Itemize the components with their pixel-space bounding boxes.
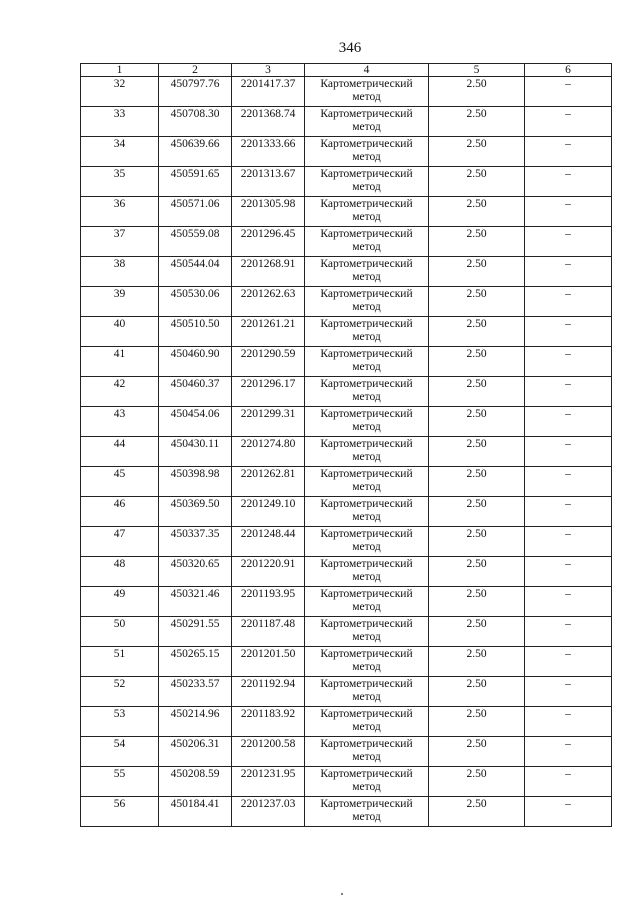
method-cell: Картометрический метод xyxy=(305,257,429,287)
precision-cell: 2.50 xyxy=(429,377,525,407)
point-number-cell: 37 xyxy=(81,227,159,257)
description-cell: – xyxy=(525,497,612,527)
table-row xyxy=(81,707,612,737)
description-cell: – xyxy=(525,467,612,497)
table-row xyxy=(81,137,612,167)
x-coordinate-cell: 450208.59 xyxy=(159,767,232,797)
point-number-cell: 36 xyxy=(81,197,159,227)
method-cell: Картометрический метод xyxy=(305,587,429,617)
description-cell: – xyxy=(525,77,612,107)
column-header: 5 xyxy=(429,64,525,77)
description-cell: – xyxy=(525,557,612,587)
y-coordinate-cell: 2201313.67 xyxy=(232,167,305,197)
description-cell: – xyxy=(525,137,612,167)
x-coordinate-cell: 450321.46 xyxy=(159,587,232,617)
description-cell: – xyxy=(525,617,612,647)
point-number-cell: 47 xyxy=(81,527,159,557)
y-coordinate-cell: 2201290.59 xyxy=(232,347,305,377)
precision-cell: 2.50 xyxy=(429,737,525,767)
y-coordinate-cell: 2201249.10 xyxy=(232,497,305,527)
point-number-cell: 43 xyxy=(81,407,159,437)
point-number-cell: 33 xyxy=(81,107,159,137)
table-row xyxy=(81,617,612,647)
point-number-cell: 39 xyxy=(81,287,159,317)
y-coordinate-cell: 2201368.74 xyxy=(232,107,305,137)
precision-cell: 2.50 xyxy=(429,467,525,497)
table-row xyxy=(81,587,612,617)
method-cell: Картометрический метод xyxy=(305,437,429,467)
method-cell: Картометрический метод xyxy=(305,767,429,797)
description-cell: – xyxy=(525,707,612,737)
description-cell: – xyxy=(525,767,612,797)
y-coordinate-cell: 2201193.95 xyxy=(232,587,305,617)
description-cell: – xyxy=(525,737,612,767)
table-row xyxy=(81,647,612,677)
point-number-cell: 38 xyxy=(81,257,159,287)
description-cell: – xyxy=(525,287,612,317)
description-cell: – xyxy=(525,377,612,407)
y-coordinate-cell: 2201261.21 xyxy=(232,317,305,347)
description-cell: – xyxy=(525,347,612,377)
table-row xyxy=(81,317,612,347)
method-cell: Картометрический метод xyxy=(305,347,429,377)
x-coordinate-cell: 450454.06 xyxy=(159,407,232,437)
x-coordinate-cell: 450591.65 xyxy=(159,167,232,197)
description-cell: – xyxy=(525,407,612,437)
y-coordinate-cell: 2201274.80 xyxy=(232,437,305,467)
table-row xyxy=(81,407,612,437)
x-coordinate-cell: 450544.04 xyxy=(159,257,232,287)
point-number-cell: 56 xyxy=(81,797,159,827)
column-header: 6 xyxy=(525,64,612,77)
description-cell: – xyxy=(525,227,612,257)
table-row xyxy=(81,767,612,797)
precision-cell: 2.50 xyxy=(429,677,525,707)
table-row xyxy=(81,797,612,827)
point-number-cell: 49 xyxy=(81,587,159,617)
method-cell: Картометрический метод xyxy=(305,467,429,497)
x-coordinate-cell: 450430.11 xyxy=(159,437,232,467)
point-number-cell: 41 xyxy=(81,347,159,377)
precision-cell: 2.50 xyxy=(429,197,525,227)
table-body xyxy=(81,77,612,827)
point-number-cell: 46 xyxy=(81,497,159,527)
y-coordinate-cell: 2201268.91 xyxy=(232,257,305,287)
description-cell: – xyxy=(525,167,612,197)
precision-cell: 2.50 xyxy=(429,77,525,107)
table-row xyxy=(81,77,612,107)
method-cell: Картометрический метод xyxy=(305,617,429,647)
table-row xyxy=(81,467,612,497)
y-coordinate-cell: 2201296.45 xyxy=(232,227,305,257)
precision-cell: 2.50 xyxy=(429,407,525,437)
x-coordinate-cell: 450571.06 xyxy=(159,197,232,227)
precision-cell: 2.50 xyxy=(429,587,525,617)
y-coordinate-cell: 2201200.58 xyxy=(232,737,305,767)
point-number-cell: 34 xyxy=(81,137,159,167)
x-coordinate-cell: 450337.35 xyxy=(159,527,232,557)
page-number: 346 xyxy=(338,40,362,56)
coordinates-table xyxy=(80,63,612,827)
description-cell: – xyxy=(525,197,612,227)
point-number-cell: 32 xyxy=(81,77,159,107)
x-coordinate-cell: 450265.15 xyxy=(159,647,232,677)
description-cell: – xyxy=(525,587,612,617)
x-coordinate-cell: 450797.76 xyxy=(159,77,232,107)
x-coordinate-cell: 450398.98 xyxy=(159,467,232,497)
y-coordinate-cell: 2201201.50 xyxy=(232,647,305,677)
y-coordinate-cell: 2201248.44 xyxy=(232,527,305,557)
x-coordinate-cell: 450510.50 xyxy=(159,317,232,347)
description-cell: – xyxy=(525,257,612,287)
table-row xyxy=(81,557,612,587)
precision-cell: 2.50 xyxy=(429,527,525,557)
point-number-cell: 35 xyxy=(81,167,159,197)
precision-cell: 2.50 xyxy=(429,317,525,347)
description-cell: – xyxy=(525,647,612,677)
point-number-cell: 42 xyxy=(81,377,159,407)
description-cell: – xyxy=(525,797,612,827)
method-cell: Картометрический метод xyxy=(305,227,429,257)
y-coordinate-cell: 2201333.66 xyxy=(232,137,305,167)
precision-cell: 2.50 xyxy=(429,617,525,647)
y-coordinate-cell: 2201305.98 xyxy=(232,197,305,227)
y-coordinate-cell: 2201299.31 xyxy=(232,407,305,437)
precision-cell: 2.50 xyxy=(429,497,525,527)
column-header: 4 xyxy=(305,64,429,77)
column-header: 1 xyxy=(81,64,159,77)
point-number-cell: 54 xyxy=(81,737,159,767)
description-cell: – xyxy=(525,527,612,557)
y-coordinate-cell: 2201296.17 xyxy=(232,377,305,407)
table-row xyxy=(81,167,612,197)
x-coordinate-cell: 450320.65 xyxy=(159,557,232,587)
precision-cell: 2.50 xyxy=(429,227,525,257)
point-number-cell: 52 xyxy=(81,677,159,707)
method-cell: Картометрический метод xyxy=(305,677,429,707)
table-row xyxy=(81,227,612,257)
method-cell: Картометрический метод xyxy=(305,557,429,587)
precision-cell: 2.50 xyxy=(429,107,525,137)
y-coordinate-cell: 2201220.91 xyxy=(232,557,305,587)
description-cell: – xyxy=(525,437,612,467)
y-coordinate-cell: 2201262.63 xyxy=(232,287,305,317)
point-number-cell: 50 xyxy=(81,617,159,647)
description-cell: – xyxy=(525,317,612,347)
method-cell: Картометрический метод xyxy=(305,137,429,167)
method-cell: Картометрический метод xyxy=(305,317,429,347)
table-row xyxy=(81,527,612,557)
precision-cell: 2.50 xyxy=(429,707,525,737)
precision-cell: 2.50 xyxy=(429,647,525,677)
table-row xyxy=(81,437,612,467)
x-coordinate-cell: 450206.31 xyxy=(159,737,232,767)
precision-cell: 2.50 xyxy=(429,257,525,287)
x-coordinate-cell: 450460.90 xyxy=(159,347,232,377)
y-coordinate-cell: 2201231.95 xyxy=(232,767,305,797)
table-row xyxy=(81,497,612,527)
x-coordinate-cell: 450708.30 xyxy=(159,107,232,137)
table-row xyxy=(81,107,612,137)
precision-cell: 2.50 xyxy=(429,287,525,317)
point-number-cell: 44 xyxy=(81,437,159,467)
point-number-cell: 51 xyxy=(81,647,159,677)
x-coordinate-cell: 450369.50 xyxy=(159,497,232,527)
point-number-cell: 53 xyxy=(81,707,159,737)
table-header-row xyxy=(81,64,612,77)
x-coordinate-cell: 450184.41 xyxy=(159,797,232,827)
y-coordinate-cell: 2201417.37 xyxy=(232,77,305,107)
method-cell: Картометрический метод xyxy=(305,497,429,527)
method-cell: Картометрический метод xyxy=(305,797,429,827)
x-coordinate-cell: 450291.55 xyxy=(159,617,232,647)
y-coordinate-cell: 2201237.03 xyxy=(232,797,305,827)
table-row xyxy=(81,287,612,317)
table-row xyxy=(81,347,612,377)
point-number-cell: 55 xyxy=(81,767,159,797)
x-coordinate-cell: 450639.66 xyxy=(159,137,232,167)
y-coordinate-cell: 2201262.81 xyxy=(232,467,305,497)
page-mark xyxy=(341,893,343,895)
x-coordinate-cell: 450233.57 xyxy=(159,677,232,707)
precision-cell: 2.50 xyxy=(429,557,525,587)
table-row xyxy=(81,377,612,407)
table-row xyxy=(81,677,612,707)
precision-cell: 2.50 xyxy=(429,167,525,197)
method-cell: Картометрический метод xyxy=(305,167,429,197)
y-coordinate-cell: 2201187.48 xyxy=(232,617,305,647)
precision-cell: 2.50 xyxy=(429,797,525,827)
x-coordinate-cell: 450530.06 xyxy=(159,287,232,317)
point-number-cell: 40 xyxy=(81,317,159,347)
table-row xyxy=(81,737,612,767)
precision-cell: 2.50 xyxy=(429,437,525,467)
method-cell: Картометрический метод xyxy=(305,377,429,407)
y-coordinate-cell: 2201183.92 xyxy=(232,707,305,737)
x-coordinate-cell: 450460.37 xyxy=(159,377,232,407)
description-cell: – xyxy=(525,677,612,707)
method-cell: Картометрический метод xyxy=(305,707,429,737)
column-header: 3 xyxy=(232,64,305,77)
method-cell: Картометрический метод xyxy=(305,527,429,557)
precision-cell: 2.50 xyxy=(429,767,525,797)
table-row xyxy=(81,197,612,227)
description-cell: – xyxy=(525,107,612,137)
y-coordinate-cell: 2201192.94 xyxy=(232,677,305,707)
method-cell: Картометрический метод xyxy=(305,407,429,437)
method-cell: Картометрический метод xyxy=(305,647,429,677)
column-header: 2 xyxy=(159,64,232,77)
method-cell: Картометрический метод xyxy=(305,197,429,227)
x-coordinate-cell: 450214.96 xyxy=(159,707,232,737)
point-number-cell: 48 xyxy=(81,557,159,587)
method-cell: Картометрический метод xyxy=(305,737,429,767)
method-cell: Картометрический метод xyxy=(305,77,429,107)
point-number-cell: 45 xyxy=(81,467,159,497)
x-coordinate-cell: 450559.08 xyxy=(159,227,232,257)
precision-cell: 2.50 xyxy=(429,347,525,377)
method-cell: Картометрический метод xyxy=(305,107,429,137)
table-row xyxy=(81,257,612,287)
method-cell: Картометрический метод xyxy=(305,287,429,317)
precision-cell: 2.50 xyxy=(429,137,525,167)
